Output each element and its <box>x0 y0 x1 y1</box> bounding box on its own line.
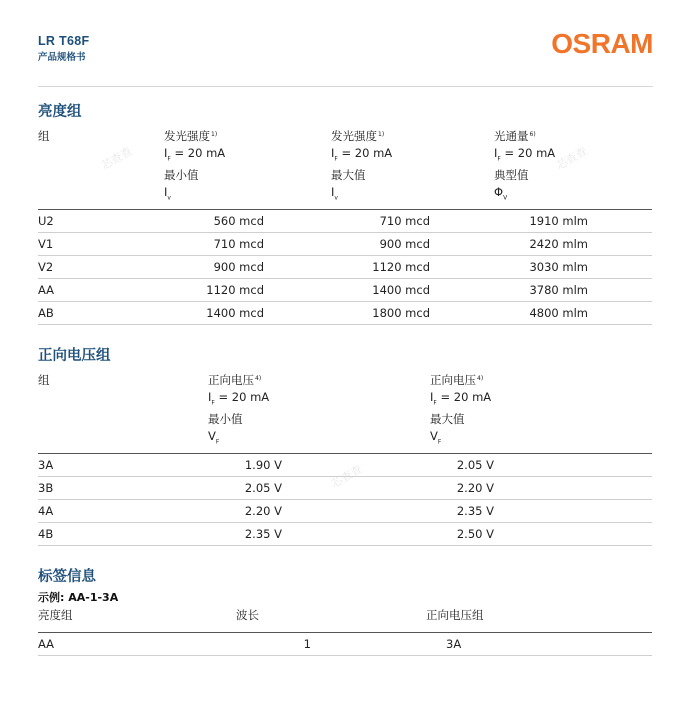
col-header-group: 组 <box>38 128 164 209</box>
group-cell: V1 <box>38 232 164 255</box>
max-intensity-cell: 710 mcd <box>331 209 494 232</box>
table-row <box>38 453 652 476</box>
max-voltage-cell: 2.35 V <box>430 499 652 522</box>
document-header <box>38 34 89 63</box>
max-intensity-cell: 900 mcd <box>331 232 494 255</box>
watermark: 芯查查 <box>329 462 365 491</box>
max-voltage-cell: 2.05 V <box>430 453 652 476</box>
max-voltage-cell: 2.20 V <box>430 476 652 499</box>
brightness-group-cell: AA <box>38 632 236 655</box>
table-header-row <box>38 128 652 209</box>
table-row <box>38 278 652 301</box>
max-intensity-cell: 1400 mcd <box>331 278 494 301</box>
min-intensity-cell: 1400 mcd <box>164 301 331 324</box>
group-cell: 4B <box>38 522 208 545</box>
section-title: 正向电压组 <box>38 348 111 364</box>
document-type: 产品规格书 <box>38 52 86 63</box>
flux-cell: 1910 mlm <box>494 209 652 232</box>
label-table <box>38 607 652 656</box>
group-cell: AB <box>38 301 164 324</box>
min-voltage-cell: 1.90 V <box>208 453 430 476</box>
min-voltage-cell: 2.20 V <box>208 499 430 522</box>
group-cell: AA <box>38 278 164 301</box>
voltage-section <box>38 344 652 546</box>
flux-cell: 3030 mlm <box>494 255 652 278</box>
group-cell: 3A <box>38 453 208 476</box>
flux-cell: 4800 mlm <box>494 301 652 324</box>
col-header-voltage-max: 正向电压$^{4)}$ $I_F = 20$ mA 最大值 $V_F$ <box>430 372 652 453</box>
max-intensity-cell: 1120 mcd <box>331 255 494 278</box>
table-row <box>38 209 652 232</box>
voltage-table <box>38 372 652 546</box>
col-header-wavelength: 波长 <box>236 607 426 632</box>
section-title: 标签信息 <box>38 569 96 585</box>
header-divider <box>38 86 653 87</box>
group-cell: 3B <box>38 476 208 499</box>
group-cell: V2 <box>38 255 164 278</box>
table-row <box>38 499 652 522</box>
min-intensity-cell: 900 mcd <box>164 255 331 278</box>
brightness-section <box>38 100 652 325</box>
max-intensity-cell: 1800 mcd <box>331 301 494 324</box>
col-header-brightness-group: 亮度组 <box>38 607 236 632</box>
watermark: 芯查查 <box>99 144 135 173</box>
table-row <box>38 255 652 278</box>
group-cell: 4A <box>38 499 208 522</box>
watermark: 芯查查 <box>554 144 590 173</box>
wavelength-cell: 1 <box>236 632 426 655</box>
table-row <box>38 522 652 545</box>
min-voltage-cell: 2.05 V <box>208 476 430 499</box>
brightness-table <box>38 128 652 325</box>
min-voltage-cell: 2.35 V <box>208 522 430 545</box>
flux-cell: 2420 mlm <box>494 232 652 255</box>
table-row <box>38 476 652 499</box>
min-intensity-cell: 560 mcd <box>164 209 331 232</box>
label-section <box>38 565 652 656</box>
group-cell: U2 <box>38 209 164 232</box>
table-header-row <box>38 607 652 632</box>
table-header-row <box>38 372 652 453</box>
voltage-group-cell: 3A <box>426 632 652 655</box>
col-header-luminous-flux: 光通量$^{6)}$ $I_F = 20$ mA 典型值 $\Phi_V$ <box>494 128 652 209</box>
label-example: 示例: AA-1-3A <box>38 591 119 604</box>
col-header-intensity-min: 发光强度$^{1)}$ $I_F = 20$ mA 最小值 $I_v$ <box>164 128 331 209</box>
col-header-intensity-max: 发光强度$^{1)}$ $I_F = 20$ mA 最大值 $I_v$ <box>331 128 494 209</box>
col-header-group: 组 <box>38 372 208 453</box>
section-title: 亮度组 <box>38 104 82 120</box>
min-intensity-cell: 710 mcd <box>164 232 331 255</box>
osram-logo: OSRAM <box>551 28 653 59</box>
max-voltage-cell: 2.50 V <box>430 522 652 545</box>
col-header-voltage-min: 正向电压$^{4)}$ $I_F = 20$ mA 最小值 $V_F$ <box>208 372 430 453</box>
table-row <box>38 232 652 255</box>
col-header-voltage-group: 正向电压组 <box>426 607 652 632</box>
min-intensity-cell: 1120 mcd <box>164 278 331 301</box>
flux-cell: 3780 mlm <box>494 278 652 301</box>
table-row <box>38 301 652 324</box>
product-name: LR T68F <box>38 34 90 48</box>
table-row <box>38 632 652 655</box>
